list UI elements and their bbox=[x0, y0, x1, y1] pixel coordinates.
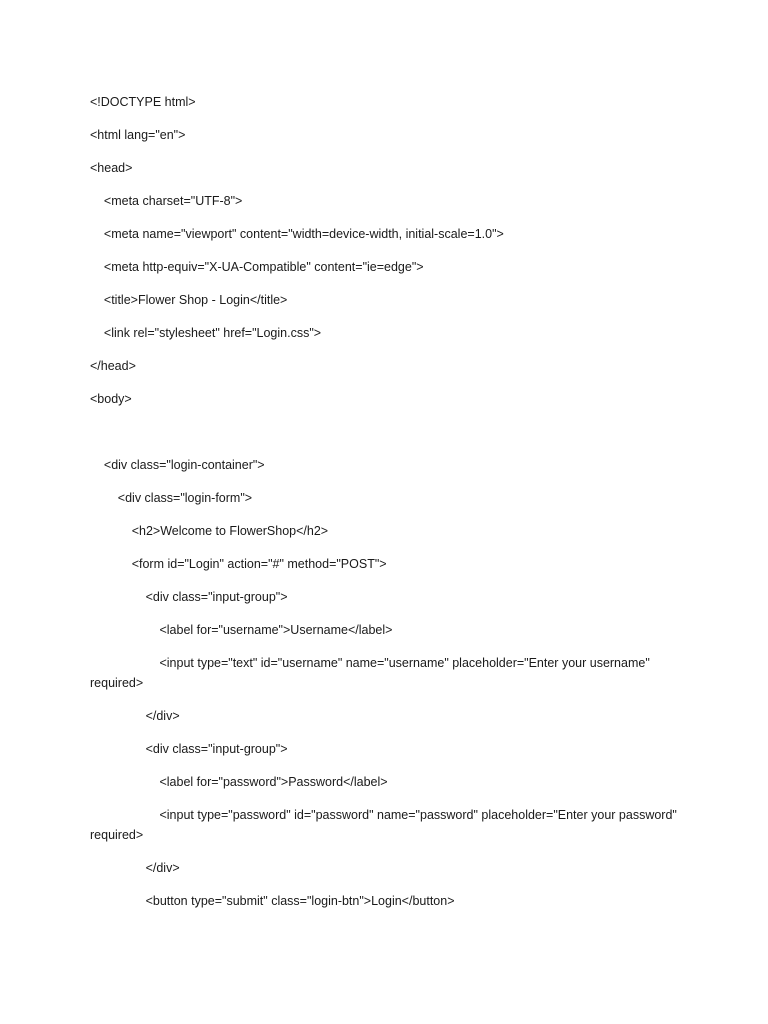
code-line: <meta http-equiv="X-UA-Compatible" content="ie=edge"> bbox=[90, 260, 424, 274]
code-line: </div> bbox=[90, 861, 180, 875]
code-line: <meta charset="UTF-8"> bbox=[90, 194, 243, 208]
code-line: </div> bbox=[90, 709, 180, 723]
code-line: </head> bbox=[90, 359, 136, 373]
code-line: <label for="username">Username</label> bbox=[90, 623, 393, 637]
code-line: <link rel="stylesheet" href="Login.css"> bbox=[90, 326, 322, 340]
code-line: <button type="submit" class="login-btn">Login</button> bbox=[90, 894, 455, 908]
code-line bbox=[90, 422, 680, 442]
code-listing bbox=[90, 92, 680, 924]
code-line: <body> bbox=[90, 392, 132, 406]
code-line: <meta name="viewport" content="width=device-width, initial-scale=1.0"> bbox=[90, 227, 504, 241]
code-line: <form id="Login" action="#" method="POST"> bbox=[90, 557, 387, 571]
code-line: <head> bbox=[90, 161, 133, 175]
code-line: <label for="password">Password</label> bbox=[90, 775, 388, 789]
code-line: <div class="input-group"> bbox=[90, 742, 288, 756]
code-line: <input type="text" id="username" name="username" placeholder="Enter your username" required> bbox=[90, 656, 654, 690]
code-line: <div class="login-form"> bbox=[90, 491, 253, 505]
code-line: <html lang="en"> bbox=[90, 128, 186, 142]
code-line: <h2>Welcome to FlowerShop</h2> bbox=[90, 524, 329, 538]
code-line: <input type="password" id="password" name="password" placeholder="Enter your password" required> bbox=[90, 808, 681, 842]
code-line: <div class="input-group"> bbox=[90, 590, 288, 604]
code-line: <title>Flower Shop - Login</title> bbox=[90, 293, 288, 307]
code-line: <div class="login-container"> bbox=[90, 458, 265, 472]
code-line: <!DOCTYPE html> bbox=[90, 95, 196, 109]
